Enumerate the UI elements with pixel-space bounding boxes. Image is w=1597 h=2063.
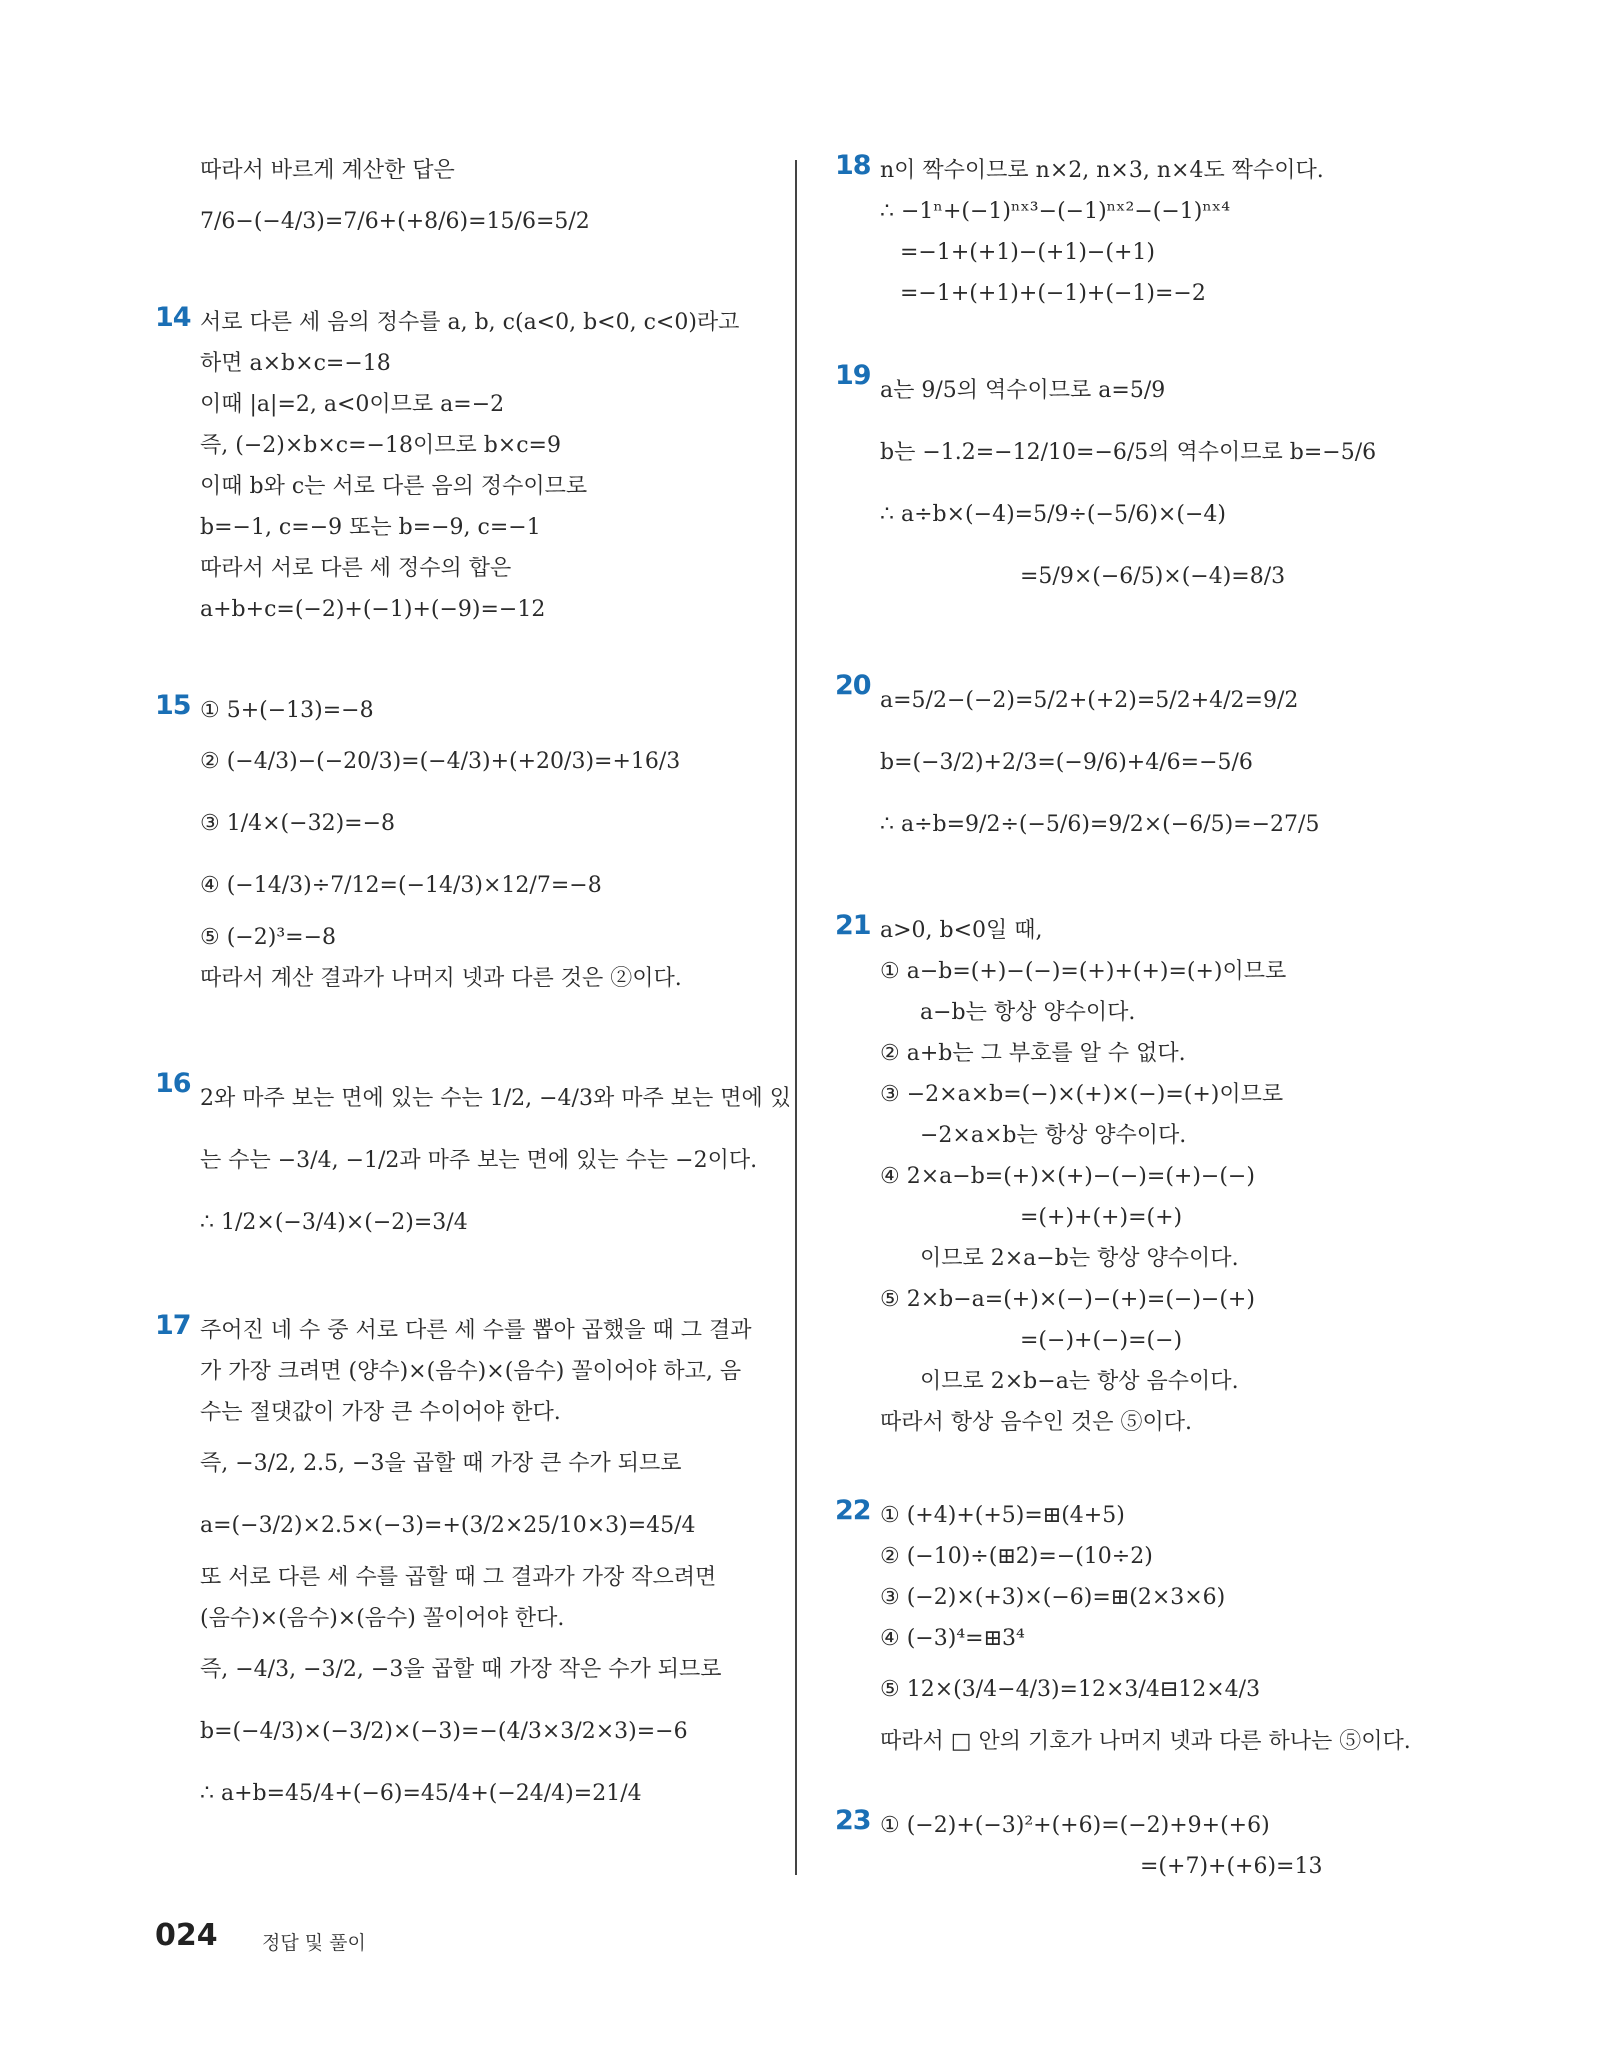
problem-number: 22 <box>835 1495 871 1526</box>
solution-line: 또 서로 다른 세 수를 곱할 때 그 결과가 가장 작으려면 <box>200 1565 717 1590</box>
problem-number: 23 <box>835 1805 871 1836</box>
solution-line: −2×a×b는 항상 양수이다. <box>920 1123 1187 1148</box>
solution-line: b=(−4/3)×(−3/2)×(−3)=−(4/3×3/2×3)=−6 <box>200 1719 688 1744</box>
solution-line: 따라서 □ 안의 기호가 나머지 넷과 다른 하나는 ⑤이다. <box>880 1729 1411 1754</box>
solution-line: a−b는 항상 양수이다. <box>920 1000 1136 1025</box>
solution-line: ① (−2)+(−3)²+(+6)=(−2)+9+(+6) <box>880 1813 1270 1838</box>
solution-line: (음수)×(음수)×(음수) 꼴이어야 한다. <box>200 1606 565 1631</box>
solution-line: 가 가장 크려면 (양수)×(음수)×(음수) 꼴이어야 하고, 음 <box>200 1359 742 1384</box>
solution-line: a=5/2−(−2)=5/2+(+2)=5/2+4/2=9/2 <box>880 688 1299 713</box>
solution-line: ④ (−14/3)÷7/12=(−14/3)×12/7=−8 <box>200 873 602 898</box>
solution-line: ⑤ (−2)³=−8 <box>200 925 336 950</box>
solution-line: 수는 절댓값이 가장 큰 수이어야 한다. <box>200 1400 561 1425</box>
solution-line: 서로 다른 세 음의 정수를 a, b, c(a<0, b<0, c<0)라고 <box>200 310 740 335</box>
solution-line: 따라서 항상 음수인 것은 ⑤이다. <box>880 1410 1192 1435</box>
solution-line: 이므로 2×a−b는 항상 양수이다. <box>920 1246 1239 1271</box>
problem-number: 20 <box>835 670 871 701</box>
solution-line: ∴ 1/2×(−3/4)×(−2)=3/4 <box>200 1210 468 1235</box>
solution-line: 주어진 네 수 중 서로 다른 세 수를 뽑아 곱했을 때 그 결과 <box>200 1318 752 1343</box>
solution-line: 이므로 2×b−a는 항상 음수이다. <box>920 1369 1239 1394</box>
solution-line: ① a−b=(+)−(−)=(+)+(+)=(+)이므로 <box>880 959 1287 984</box>
solution-line: b=−1, c=−9 또는 b=−9, c=−1 <box>200 515 541 540</box>
solution-line: 는 수는 −3/4, −1/2과 마주 보는 면에 있는 수는 −2이다. <box>200 1148 758 1173</box>
problem-18 <box>835 150 1455 314</box>
solution-line: =(+7)+(+6)=13 <box>1140 1854 1323 1879</box>
solution-line: ∴ a÷b×(−4)=5/9÷(−5/6)×(−4) <box>880 502 1226 527</box>
solution-line: ① (+4)+(+5)=⊞(4+5) <box>880 1503 1125 1528</box>
problem-21 <box>835 910 1455 1443</box>
solution-line: ④ (−3)⁴=⊞3⁴ <box>880 1626 1025 1651</box>
solution-line: b=(−3/2)+2/3=(−9/6)+4/6=−5/6 <box>880 750 1253 775</box>
solution-line: ④ 2×a−b=(+)×(+)−(−)=(+)−(−) <box>880 1164 1255 1189</box>
solution-line: 이때 |a|=2, a<0이므로 a=−2 <box>200 392 505 417</box>
solution-line: a+b+c=(−2)+(−1)+(−9)=−12 <box>200 597 546 622</box>
solution-line: =−1+(+1)−(+1)−(+1) <box>900 240 1155 265</box>
problem-continued <box>155 150 775 253</box>
solution-line: a는 9/5의 역수이므로 a=5/9 <box>880 378 1166 403</box>
solution-line: ② a+b는 그 부호를 알 수 없다. <box>880 1041 1186 1066</box>
solution-line: 따라서 계산 결과가 나머지 넷과 다른 것은 ②이다. <box>200 966 682 991</box>
problem-number: 17 <box>155 1310 191 1341</box>
solution-line: ③ −2×a×b=(−)×(+)×(−)=(+)이므로 <box>880 1082 1284 1107</box>
solution-line: =(−)+(−)=(−) <box>1020 1328 1183 1353</box>
problem-20 <box>835 670 1455 856</box>
solution-line: =−1+(+1)+(−1)+(−1)=−2 <box>900 281 1206 306</box>
solution-line: =5/9×(−6/5)×(−4)=8/3 <box>1020 564 1286 589</box>
solution-line: ② (−4/3)−(−20/3)=(−4/3)+(+20/3)=+16/3 <box>200 749 681 774</box>
problem-16 <box>155 1068 791 1254</box>
problem-14 <box>155 302 775 630</box>
solution-line: 이때 b와 c는 서로 다른 음의 정수이므로 <box>200 474 588 499</box>
solution-line: ③ 1/4×(−32)=−8 <box>200 811 396 836</box>
solution-line: =(+)+(+)=(+) <box>1020 1205 1183 1230</box>
solution-line: ⑤ 2×b−a=(+)×(−)−(+)=(−)−(+) <box>880 1287 1255 1312</box>
solution-line: a=(−3/2)×2.5×(−3)=+(3/2×25/10×3)=45/4 <box>200 1513 696 1538</box>
solution-line: 즉, −4/3, −3/2, −3을 곱할 때 가장 작은 수가 되므로 <box>200 1657 722 1682</box>
problem-number: 15 <box>155 690 191 721</box>
solution-line: ∴ a+b=45/4+(−6)=45/4+(−24/4)=21/4 <box>200 1781 642 1806</box>
solution-line: ① 5+(−13)=−8 <box>200 698 374 723</box>
problem-number: 16 <box>155 1068 191 1099</box>
solution-line: ∴ −1ⁿ+(−1)ⁿˣ³−(−1)ⁿˣ²−(−1)ⁿˣ⁴ <box>880 199 1231 224</box>
solution-line: 따라서 바르게 계산한 답은 <box>200 158 455 183</box>
solution-line: n이 짝수이므로 n×2, n×3, n×4도 짝수이다. <box>880 158 1324 183</box>
solution-line: ② (−10)÷(⊞2)=−(10÷2) <box>880 1544 1153 1569</box>
solution-line: 따라서 서로 다른 세 정수의 합은 <box>200 556 512 581</box>
footer-label: 정답 및 풀이 <box>262 1932 366 1954</box>
solution-line: a>0, b<0일 때, <box>880 918 1043 943</box>
solution-line: b는 −1.2=−12/10=−6/5의 역수이므로 b=−5/6 <box>880 440 1377 465</box>
solution-line: ∴ a÷b=9/2÷(−5/6)=9/2×(−6/5)=−27/5 <box>880 812 1320 837</box>
problem-number: 19 <box>835 360 871 391</box>
solution-line: 2와 마주 보는 면에 있는 수는 1/2, −4/3와 마주 보는 면에 있 <box>200 1086 791 1111</box>
solution-line: ③ (−2)×(+3)×(−6)=⊞(2×3×6) <box>880 1585 1226 1610</box>
problem-17 <box>155 1310 775 1825</box>
solution-line: ⑤ 12×(3/4−4/3)=12×3/4⊟12×4/3 <box>880 1677 1261 1702</box>
problem-23 <box>835 1805 1455 1887</box>
solution-line: 즉, (−2)×b×c=−18이므로 b×c=9 <box>200 433 561 458</box>
solution-line: 7/6−(−4/3)=7/6+(+8/6)=15/6=5/2 <box>200 209 590 234</box>
solution-line: 하면 a×b×c=−18 <box>200 351 391 376</box>
problem-15 <box>155 690 775 999</box>
problem-19 <box>835 360 1455 608</box>
solution-line: 즉, −3/2, 2.5, −3을 곱할 때 가장 큰 수가 되므로 <box>200 1451 682 1476</box>
problem-22 <box>835 1495 1455 1762</box>
problem-number: 21 <box>835 910 871 941</box>
problem-number: 18 <box>835 150 871 181</box>
page-number: 024 <box>155 1918 218 1953</box>
problem-number: 14 <box>155 302 191 333</box>
column-divider <box>795 160 797 1875</box>
